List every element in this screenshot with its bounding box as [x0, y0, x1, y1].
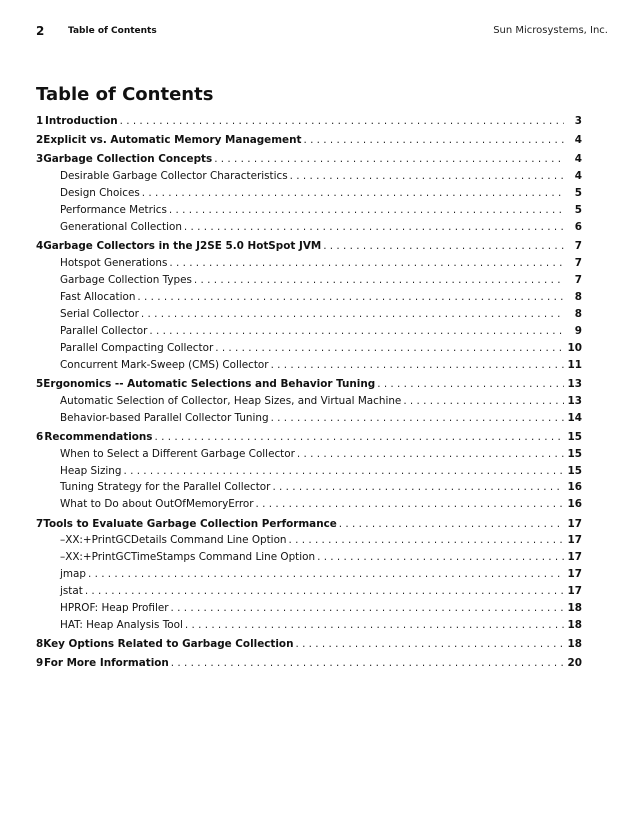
toc-section-entry[interactable]	[36, 619, 582, 636]
toc-section-entry[interactable]	[36, 395, 582, 412]
toc-entry-number: 1	[36, 115, 44, 128]
dot-leader	[88, 568, 564, 580]
toc-entry-title: Garbage Collection Types	[60, 274, 192, 287]
toc-entry-title: Ergonomics -- Automatic Selections and Behavior Tuning	[43, 377, 376, 390]
toc-chapter-entry[interactable]	[36, 240, 582, 257]
toc-entry-page: 15	[567, 447, 582, 460]
toc-entry-number: 6	[36, 430, 44, 443]
dot-leader	[185, 619, 564, 631]
dot-leader	[155, 431, 565, 443]
toc-entry-page: 8	[574, 307, 582, 320]
dot-leader	[169, 204, 564, 216]
toc-chapter-entry[interactable]	[36, 115, 582, 132]
toc-entry-page: 4	[574, 170, 582, 183]
dot-leader	[323, 240, 564, 252]
toc-entry-page: 15	[567, 464, 582, 477]
toc-entry-title: jstat	[60, 585, 83, 598]
toc-entry-title: What to Do about OutOfMemoryError	[60, 498, 254, 511]
toc-entry-title: HPROF: Heap Profiler	[60, 602, 169, 615]
toc-entry-page: 18	[567, 638, 582, 651]
toc-entry-page: 20	[567, 657, 582, 670]
toc-chapter-entry[interactable]	[36, 431, 582, 448]
toc-section-entry[interactable]	[36, 568, 582, 585]
page-number: 2	[36, 24, 45, 38]
dot-leader	[137, 291, 564, 303]
page-title: Table of Contents	[36, 84, 214, 105]
toc-entry-title: Parallel Compacting Collector	[60, 341, 214, 354]
toc-section-entry[interactable]	[36, 602, 582, 619]
toc-entry-title: Garbage Collection Concepts	[43, 153, 213, 166]
toc-entry-title: HAT: Heap Analysis Tool	[60, 619, 183, 632]
dot-leader	[120, 115, 564, 127]
toc-entry-number: 2	[36, 134, 44, 147]
toc-chapter-entry[interactable]	[36, 153, 582, 170]
dot-leader	[272, 481, 564, 493]
toc-chapter-entry[interactable]	[36, 134, 582, 151]
toc-entry-page: 6	[574, 221, 582, 234]
dot-leader	[171, 602, 564, 614]
dot-leader	[214, 153, 564, 165]
toc-entry-title: Generational Collection	[60, 221, 182, 234]
toc-entry-page: 13	[567, 394, 582, 407]
toc-entry-number: 3	[36, 153, 44, 166]
toc-entry-page: 18	[567, 602, 582, 615]
toc-entry-title: Serial Collector	[60, 307, 139, 320]
toc-section-entry[interactable]	[36, 187, 582, 204]
toc-entry-number: 4	[36, 240, 44, 253]
toc-entry-number: 7	[36, 517, 44, 530]
toc-section-entry[interactable]	[36, 481, 582, 498]
dot-leader	[85, 585, 564, 597]
toc-section-entry[interactable]	[36, 342, 582, 359]
toc-entry-title: When to Select a Different Garbage Collector	[60, 447, 295, 460]
toc-entry-page: 13	[567, 377, 582, 390]
dot-leader	[149, 325, 564, 337]
dot-leader	[271, 412, 564, 424]
toc-entry-number: 9	[36, 657, 44, 670]
table-of-contents	[36, 113, 582, 674]
publisher-name: Sun Microsystems, Inc.	[493, 25, 608, 36]
toc-entry-title: jmap	[60, 568, 86, 581]
dot-leader	[123, 465, 564, 477]
toc-entry-page: 7	[574, 274, 582, 287]
toc-section-entry[interactable]	[36, 257, 582, 274]
toc-entry-number: 5	[36, 377, 44, 390]
toc-entry-title: Key Options Related to Garbage Collection	[43, 638, 294, 651]
toc-section-entry[interactable]	[36, 274, 582, 291]
toc-section-entry[interactable]	[36, 359, 582, 376]
toc-entry-title: Explicit vs. Automatic Memory Management	[43, 134, 302, 147]
dot-leader	[289, 534, 564, 546]
toc-section-entry[interactable]	[36, 585, 582, 602]
toc-section-entry[interactable]	[36, 325, 582, 342]
toc-entry-title: –XX:+PrintGCTimeStamps Command Line Option	[60, 551, 316, 564]
toc-entry-page: 14	[567, 411, 582, 424]
toc-entry-title: Introduction	[45, 115, 118, 128]
toc-entry-page: 5	[574, 187, 582, 200]
toc-entry-title: Performance Metrics	[60, 204, 167, 217]
toc-entry-page: 4	[574, 134, 582, 147]
toc-section-entry[interactable]	[36, 534, 582, 551]
toc-entry-page: 18	[567, 619, 582, 632]
toc-entry-page: 17	[567, 534, 582, 547]
toc-entry-page: 17	[567, 517, 582, 530]
dot-leader	[295, 638, 564, 650]
toc-entry-title: Garbage Collectors in the J2SE 5.0 HotSpot JVM	[43, 240, 322, 253]
dot-leader	[317, 551, 564, 563]
toc-entry-title: Automatic Selection of Collector, Heap Sizes, and Virtual Machine	[60, 394, 402, 407]
dot-leader	[215, 342, 564, 354]
toc-entry-page: 7	[574, 240, 582, 253]
toc-entry-page: 8	[574, 290, 582, 303]
dot-leader	[403, 395, 564, 407]
running-title: Table of Contents	[68, 26, 157, 36]
toc-entry-page: 17	[567, 551, 582, 564]
toc-entry-title: Design Choices	[60, 187, 140, 200]
dot-leader	[194, 274, 564, 286]
toc-chapter-entry[interactable]	[36, 378, 582, 395]
toc-section-entry[interactable]	[36, 291, 582, 308]
toc-entry-title: Recommendations	[44, 430, 153, 443]
toc-chapter-entry[interactable]	[36, 638, 582, 655]
toc-entry-number: 8	[36, 638, 44, 651]
toc-entry-title: Heap Sizing	[60, 464, 122, 477]
toc-section-entry[interactable]	[36, 221, 582, 238]
toc-entry-title: –XX:+PrintGCDetails Command Line Option	[60, 534, 287, 547]
toc-chapter-entry[interactable]	[36, 657, 582, 674]
dot-leader	[297, 448, 564, 460]
dot-leader	[256, 498, 564, 510]
toc-entry-page: 16	[567, 481, 582, 494]
dot-leader	[339, 518, 564, 530]
toc-entry-title: Desirable Garbage Collector Characteristics	[60, 170, 288, 183]
toc-entry-page: 4	[574, 153, 582, 166]
toc-entry-page: 17	[567, 585, 582, 598]
dot-leader	[169, 257, 564, 269]
toc-entry-page: 15	[567, 430, 582, 443]
toc-section-entry[interactable]	[36, 551, 582, 568]
toc-entry-title: Tools to Evaluate Garbage Collection Performance	[43, 517, 337, 530]
toc-entry-title: Hotspot Generations	[60, 257, 168, 270]
dot-leader	[303, 134, 564, 146]
toc-section-entry[interactable]	[36, 465, 582, 482]
toc-entry-page: 11	[567, 358, 582, 371]
toc-chapter-entry[interactable]	[36, 518, 582, 535]
toc-entry-page: 7	[574, 257, 582, 270]
toc-entry-title: Parallel Collector	[60, 324, 148, 337]
dot-leader	[377, 378, 564, 390]
toc-section-entry[interactable]	[36, 498, 582, 515]
toc-entry-page: 10	[567, 341, 582, 354]
dot-leader	[171, 657, 564, 669]
toc-section-entry[interactable]	[36, 412, 582, 429]
toc-entry-title: Fast Allocation	[60, 290, 136, 303]
toc-section-entry[interactable]	[36, 170, 582, 187]
toc-entry-page: 5	[574, 204, 582, 217]
dot-leader	[271, 359, 564, 371]
dot-leader	[290, 170, 564, 182]
toc-entry-page: 9	[574, 324, 582, 337]
dot-leader	[141, 308, 564, 320]
dot-leader	[142, 187, 564, 199]
toc-section-entry[interactable]	[36, 204, 582, 221]
toc-entry-title: Concurrent Mark-Sweep (CMS) Collector	[60, 358, 269, 371]
toc-entry-title: For More Information	[44, 657, 169, 670]
toc-entry-title: Behavior-based Parallel Collector Tuning	[60, 411, 269, 424]
page-header	[36, 24, 608, 40]
toc-entry-page: 16	[567, 498, 582, 511]
toc-entry-page: 17	[567, 568, 582, 581]
toc-section-entry[interactable]	[36, 308, 582, 325]
toc-entry-title: Tuning Strategy for the Parallel Collector	[60, 481, 271, 494]
toc-entry-page: 3	[574, 115, 582, 128]
toc-section-entry[interactable]	[36, 448, 582, 465]
dot-leader	[184, 221, 564, 233]
